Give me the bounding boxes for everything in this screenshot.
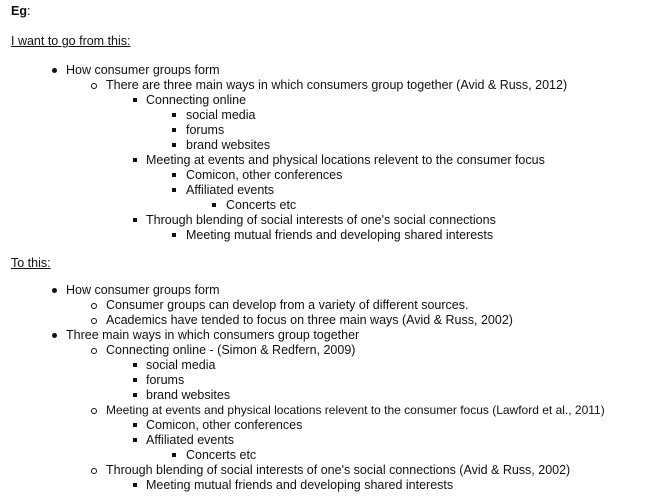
list-item-text: Connecting online	[146, 93, 247, 107]
square-bullet-icon	[133, 483, 137, 487]
list-item-text: Concerts etc	[226, 198, 297, 212]
list-item-text: Comicon, other conferences	[186, 168, 343, 182]
list-item-text: Comicon, other conferences	[146, 418, 303, 432]
section-from-title: I want to go from this:	[11, 34, 131, 48]
square-bullet-icon	[133, 423, 137, 427]
list-item-text: Meeting mutual friends and developing shared interests	[146, 478, 454, 492]
circle-bullet-icon	[91, 303, 97, 309]
square-bullet-icon	[172, 143, 176, 147]
square-bullet-icon	[172, 453, 176, 457]
list-item-text: Through blending of social interests of one's social connections (Avid & Russ, 2002)	[106, 463, 571, 477]
list-item-text: Three main ways in which consumers group together	[66, 328, 360, 342]
square-bullet-icon	[133, 158, 137, 162]
list-item-text: How consumer groups form	[66, 63, 220, 77]
list-item-text: forums	[146, 373, 185, 387]
list-item-text: Affiliated events	[186, 183, 275, 197]
square-bullet-icon	[133, 98, 137, 102]
circle-bullet-icon	[91, 468, 97, 474]
square-bullet-icon	[172, 188, 176, 192]
list-item-text: Concerts etc	[186, 448, 257, 462]
list-item-text: brand websites	[186, 138, 271, 152]
list-item-text: There are three main ways in which consumers group together (Avid & Russ, 2012)	[106, 78, 568, 92]
list-item-text: How consumer groups form	[66, 283, 220, 297]
disc-bullet-icon	[52, 68, 57, 73]
square-bullet-icon	[133, 393, 137, 397]
circle-bullet-icon	[91, 408, 97, 414]
square-bullet-icon	[133, 378, 137, 382]
square-bullet-icon	[133, 438, 137, 442]
square-bullet-icon	[172, 173, 176, 177]
list-item-text: Consumer groups can develop from a variety of different sources.	[106, 298, 469, 312]
disc-bullet-icon	[52, 288, 57, 293]
list-item-text: Meeting at events and physical locations relevent to the consumer focus	[146, 153, 545, 167]
circle-bullet-icon	[91, 318, 97, 324]
list-item-text: Academics have tended to focus on three main ways (Avid & Russ, 2002)	[106, 313, 513, 327]
example-heading-colon: :	[26, 4, 31, 18]
list-item-text: social media	[186, 108, 256, 122]
list-item-text: brand websites	[146, 388, 231, 402]
example-heading-label: Eg	[11, 4, 27, 18]
list-item-text: social media	[146, 358, 216, 372]
disc-bullet-icon	[52, 333, 57, 338]
square-bullet-icon	[212, 203, 216, 207]
square-bullet-icon	[172, 233, 176, 237]
circle-bullet-icon	[91, 348, 97, 354]
example-heading	[11, 4, 30, 19]
section-to-title: To this:	[11, 256, 51, 270]
list-item-text: Connecting online - (Simon & Redfern, 2009)	[106, 343, 356, 357]
list-item-text: forums	[186, 123, 225, 137]
square-bullet-icon	[133, 363, 137, 367]
list-item-text: Affiliated events	[146, 433, 235, 447]
square-bullet-icon	[172, 113, 176, 117]
square-bullet-icon	[133, 218, 137, 222]
square-bullet-icon	[172, 128, 176, 132]
list-item-text: Through blending of social interests of one's social connections	[146, 213, 496, 227]
list-item-text: Meeting mutual friends and developing shared interests	[186, 228, 494, 242]
circle-bullet-icon	[91, 83, 97, 89]
list-item-text: Meeting at events and physical locations relevent to the consumer focus (Lawford et al., 2011)	[106, 403, 605, 417]
